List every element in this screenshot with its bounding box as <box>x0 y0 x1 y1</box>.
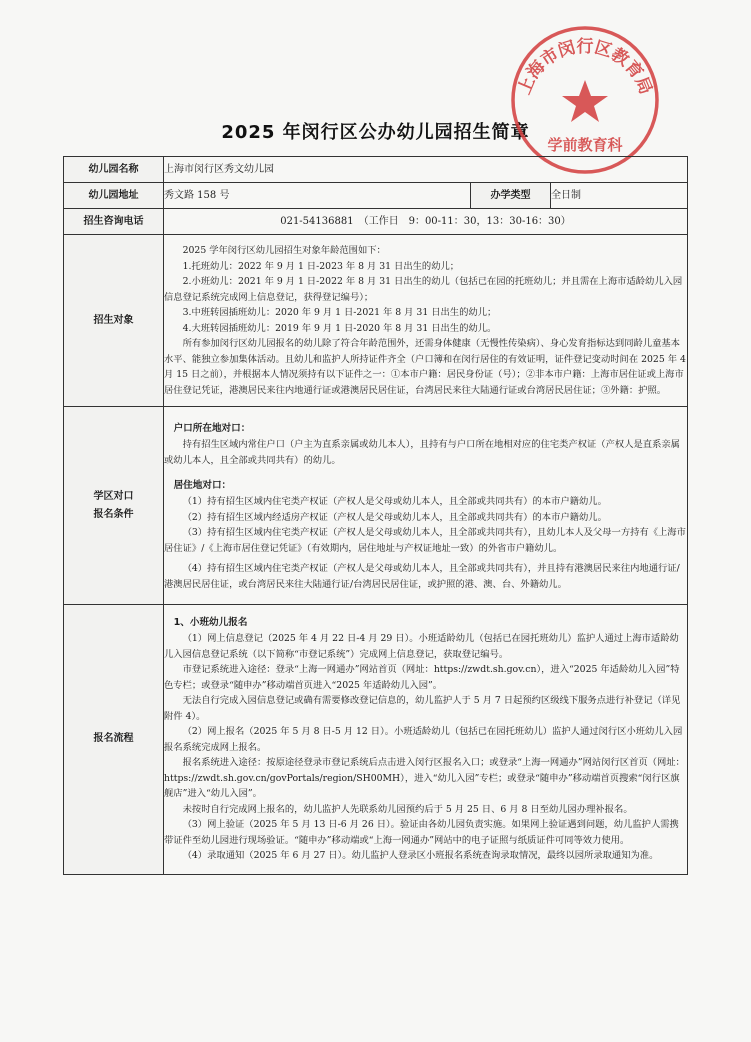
target-paragraph: 2025 学年闵行区幼儿园招生对象年龄范围如下： <box>182 245 386 256</box>
district-section-title: 居住地对口： <box>173 480 232 491</box>
process-paragraph: 市登记系统进入途径：登录“上海一网通办”网站首页（网址：https://zwdt.sh.gov.cn），进入“2025 年适龄幼儿入园”特色专栏；或登录“随申办”移动端首页进入“2025 年适龄幼儿入园”。 <box>164 664 680 691</box>
process-content <box>164 605 688 875</box>
name-label: 幼儿园名称 <box>64 157 164 183</box>
process-heading: 1、小班幼儿报名 <box>173 617 248 628</box>
seal-bottom-text: 学前教育科 <box>547 136 623 154</box>
row-target <box>64 235 688 407</box>
district-paragraph: 持有招生区域内常住户口（户主为直系亲属或幼儿本人），且持有与户口所在地相对应的住宅类产权证（产权人是直系亲属或幼儿本人，且全部或共同共有）的幼儿。 <box>164 439 680 466</box>
row-address <box>64 183 688 209</box>
process-paragraph: （2）网上报名（2025 年 5 月 8 日-5 月 12 日）。小班适龄幼儿（包括已在园托班幼儿）监护人通过闵行区小班幼儿入园报名系统完成网上报名。 <box>164 726 683 753</box>
process-label: 报名流程 <box>64 605 164 875</box>
district-label-line: 报名条件 <box>93 508 134 520</box>
target-paragraph: 1.托班幼儿：2022 年 9 月 1 日-2023 年 8 月 31 日出生的幼儿； <box>182 260 460 272</box>
row-district <box>64 407 688 605</box>
seal-star-icon <box>562 80 608 122</box>
address-label: 幼儿园地址 <box>64 183 164 209</box>
district-item: （2）持有招生区域内经适房产权证（产权人是父母或幼儿本人，且全部或共同共有）的本市户籍幼儿。 <box>182 511 607 523</box>
type-label: 办学类型 <box>471 183 551 209</box>
process-paragraph: （1）网上信息登记（2025 年 4 月 22 日-4 月 29 日）。小班适龄幼儿（包括已在园托班幼儿）监护人通过上海市适龄幼儿入园信息登记系统（以下简称“市登记系统”）完成网上信息登记，获取登记编号。 <box>164 633 679 660</box>
name-value: 上海市闵行区秀文幼儿园 <box>164 157 688 183</box>
district-section-title: 户口所在地对口： <box>173 423 251 434</box>
district-item: （1）持有招生区域内住宅类产权证（产权人是父母或幼儿本人，且全部或共同共有）的本市户籍幼儿。 <box>182 496 607 507</box>
process-paragraph: 报名系统进入途径：按原途径登录市登记系统后点击进入闵行区报名入口；或登录“上海一网通办”网站闵行区首页（网址：https://zwdt.sh.gov.cn/govPortals/region/SH00MH），进入“幼儿入园”专栏；或登录“随申办”移动端首页搜索“闵行区旗舰店”进入“幼儿入园”。 <box>164 757 685 799</box>
target-paragraph: 4.大班转园插班幼儿：2019 年 9 月 1 日-2020 年 8 月 31 日出生的幼儿。 <box>182 322 497 334</box>
seal-arc-text: 上海市闵行区教育局 <box>514 36 656 98</box>
official-seal <box>505 18 665 178</box>
type-value: 全日制 <box>551 183 688 209</box>
admission-table <box>63 156 688 875</box>
target-label: 招生对象 <box>64 235 164 407</box>
process-paragraph: （3）网上验证（2025 年 5 月 13 日-6 月 26 日）。验证由各幼儿园负责实施。如果网上验证遇到问题，幼儿监护人需携带证件至幼儿园进行现场验证。“随申办”移动端或“上海一网通办”网站中的电子证照与纸质证件可同等效力使用。 <box>164 819 679 846</box>
row-process <box>64 605 688 875</box>
document-title: 2025 年闵行区公办幼儿园招生简章 <box>221 122 530 143</box>
process-paragraph: （4）录取通知（2025 年 6 月 27 日）。幼儿监护人登录区小班报名系统查询录取情况，最终以园所录取通知为准。 <box>182 850 659 861</box>
target-paragraph: 2.小班幼儿：2021 年 9 月 1 日-2022 年 8 月 31 日出生的幼儿（包括已在园的托班幼儿；并且需在上海市适龄幼儿入园信息登记系统完成网上信息登记，获得登记编号）； <box>164 276 683 303</box>
phone-label: 招生咨询电话 <box>64 209 164 235</box>
district-item: （3）持有招生区域内住宅类产权证（产权人是父母或幼儿本人，且全部或共同共有），且幼儿本人及父母一方持有《上海市居住证》/《上海市居住登记凭证》（有效期内，居住地址与产权证地址一致）的外省市户籍幼儿。 <box>164 527 686 554</box>
district-label-line: 学区对口 <box>93 490 134 502</box>
target-paragraph: 所有参加闵行区幼儿园报名的幼儿除了符合年龄范围外，还需身体健康（无慢性传染病）、身心发育指标达到同龄儿童基本水平、能独立参加集体活动。且幼儿和监护人所持证件齐全（户口簿和在闵行居住的有效证明，证件登记变动时间在 2025 年 4 月 15 日之前），并根据本人情况须持有以下证件之一：①本市户籍：居民身份证（号）；②非本市户籍：上海市居住证或上海市居住登记凭证，港澳居民来往内地通行证或港澳居民居住证，台湾居民来往大陆通行证或台湾居民居住证；③外籍：护照。 <box>164 338 686 396</box>
district-content <box>164 407 688 605</box>
phone-value: 021-54136881 （工作日 9：00-11：30，13：30-16：30） <box>164 209 688 235</box>
process-paragraph: 未按时自行完成网上报名的，幼儿监护人先联系幼儿园预约后于 5 月 25 日、6 月 8 日至幼儿园办理补报名。 <box>182 803 633 815</box>
district-label <box>64 407 164 605</box>
target-paragraph: 3.中班转园插班幼儿：2020 年 9 月 1 日-2021 年 8 月 31 日出生的幼儿； <box>182 307 497 318</box>
row-name <box>64 157 688 183</box>
target-content <box>164 235 688 407</box>
process-paragraph: 无法自行完成入园信息登记或确有需要修改登记信息的，幼儿监护人于 5 月 7 日起预约区级线下服务点进行补登记（详见附件 4）。 <box>164 695 681 722</box>
district-item: （4）持有招生区域内住宅类产权证（产权人是父母或幼儿本人，且全部或共同共有），并且持有港澳居民来往内地通行证/港澳居民居住证，或台湾居民来往大陆通行证/台湾居民居住证，或护照的港、澳、台、外籍幼儿。 <box>164 563 680 590</box>
address-value: 秀文路 158 号 <box>164 183 471 209</box>
row-phone <box>64 209 688 235</box>
